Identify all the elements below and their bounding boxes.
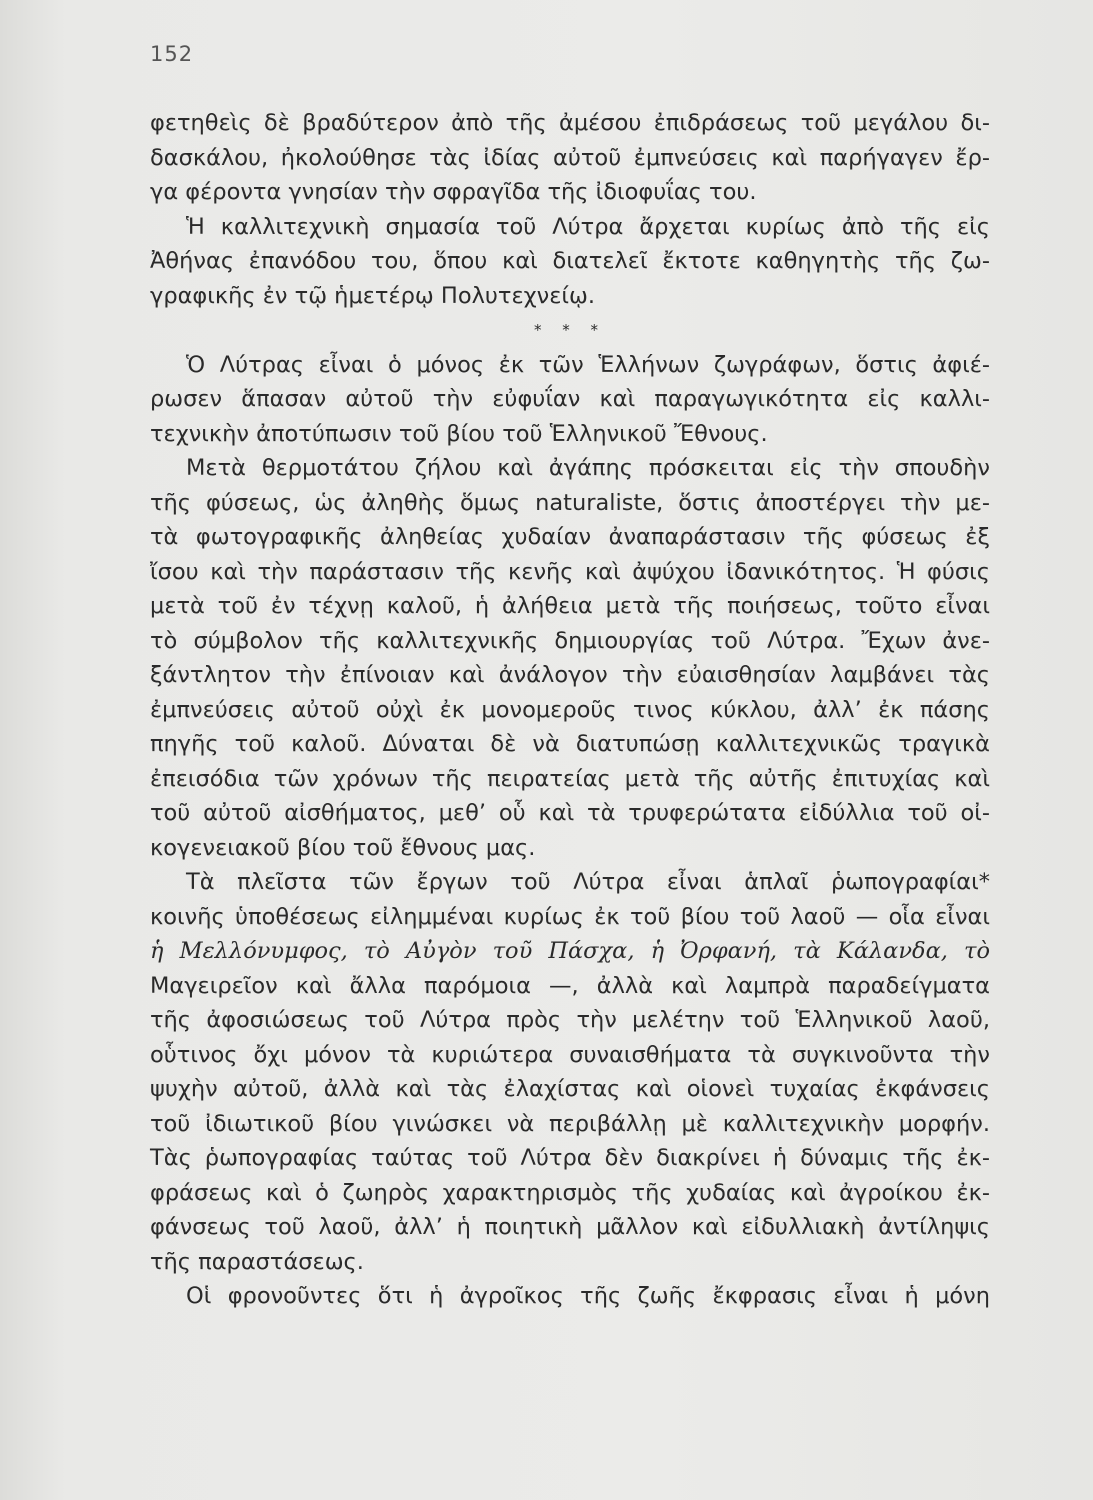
page-number: 152	[150, 42, 194, 66]
text-line: ξάντλητον τὴν ἐπίνοιαν καὶ ἀνάλογον τὴν εὐαισθησίαν λαμβάνει τὰς	[150, 662, 990, 688]
text-line: μετὰ τοῦ ἐν τέχνῃ καλοῦ, ἡ ἀλήθεια μετὰ τῆς ποιήσεως, τοῦτο εἶναι	[150, 593, 990, 619]
text-line: Ὁ Λύτρας εἶναι ὁ μόνος ἐκ τῶν Ἑλλήνων ζωγράφων, ὅστις ἀφιέ-	[186, 351, 990, 378]
text-line: τοῦ αὐτοῦ αἰσθήματος, μεθ’ οὗ καὶ τὰ τρυφερώτατα εἰδύλλια τοῦ οἰ-	[150, 800, 990, 826]
text-line: ἴσου καὶ τὴν παράστασιν τῆς κενῆς καὶ ἀψύχου ἰδανικότητος. Ἡ φύσις	[150, 558, 990, 585]
text-line: τῆς παραστάσεως.	[150, 1248, 364, 1275]
text-line: ἡ Μελλόνυμφος, τὸ Αὐγὸν τοῦ Πάσχα, ἡ Ὀρφανή, τὰ Κάλανδα, τὸ	[150, 938, 990, 964]
text-line: Ἡ καλλιτεχνικὴ σημασία τοῦ Λύτρα ἄρχεται κυρίως ἀπὸ τῆς εἰς	[186, 213, 990, 240]
text-line: οὗτινος ὄχι μόνον τὰ κυριώτερα συναισθήματα τὰ συγκινοῦντα τὴν	[150, 1041, 990, 1068]
text-line: τοῦ ἰδιωτικοῦ βίου γινώσκει νὰ περιβάλλῃ μὲ καλλιτεχνικὴν μορφήν.	[150, 1110, 990, 1137]
text-line: φετηθεὶς δὲ βραδύτερον ἀπὸ τῆς ἀμέσου ἐπιδράσεως τοῦ μεγάλου δι-	[150, 110, 990, 136]
body-text	[150, 106, 990, 1314]
text-line: τῆς ἀφοσιώσεως τοῦ Λύτρα πρὸς τὴν μελέτην τοῦ Ἑλληνικοῦ λαοῦ,	[150, 1007, 990, 1033]
text-line: ρωσεν ἅπασαν αὐτοῦ τὴν εὐφυΐαν καὶ παραγωγικότητα εἰς καλλι-	[150, 386, 990, 412]
text-line: τεχνικὴν ἀποτύπωσιν τοῦ βίου τοῦ Ἑλληνικοῦ Ἔθνους.	[150, 420, 768, 447]
text-line: Οἱ φρονοῦντες ὅτι ἡ ἀγροῖκος τῆς ζωῆς ἔκφρασις εἶναι ἡ μόνη	[186, 1283, 990, 1309]
text-line: φάνσεως τοῦ λαοῦ, ἀλλ’ ἡ ποιητικὴ μᾶλλον καὶ εἰδυλλιακὴ ἀντίληψις	[150, 1214, 990, 1240]
section-separator: * * *	[533, 321, 607, 339]
text-line: Μαγειρεῖον καὶ ἄλλα παρόμοια —, ἀλλὰ καὶ λαμπρὰ παραδείγματα	[150, 972, 990, 999]
text-line: κοινῆς ὑποθέσεως εἰλημμέναι κυρίως ἐκ τοῦ βίου τοῦ λαοῦ — οἷα εἶναι	[150, 903, 990, 930]
text-line: Τὰ πλεῖστα τῶν ἔργων τοῦ Λύτρα εἶναι ἁπλαῖ ῥωπογραφίαι*	[186, 869, 990, 895]
text-line: Ἀθήνας ἐπανόδου του, ὅπου καὶ διατελεῖ ἔκτοτε καθηγητὴς τῆς ζω-	[150, 248, 990, 274]
text-line: τὰ φωτογραφικῆς ἀληθείας χυδαίαν ἀναπαράστασιν τῆς φύσεως ἐξ	[150, 524, 990, 550]
text-line: τῆς φύσεως, ὡς ἀληθὴς ὅμως naturaliste, ὅστις ἀποστέργει τὴν με-	[150, 489, 990, 516]
text-line: πηγῆς τοῦ καλοῦ. Δύναται δὲ νὰ διατυπώσῃ καλλιτεχνικῶς τραγικὰ	[150, 731, 990, 757]
text-line: φράσεως καὶ ὁ ζωηρὸς χαρακτηρισμὸς τῆς χυδαίας καὶ ἀγροίκου ἐκ-	[150, 1179, 990, 1206]
text-line: κογενειακοῦ βίου τοῦ ἔθνους μας.	[150, 834, 536, 861]
text-line: ἐμπνεύσεις αὐτοῦ οὐχὶ ἐκ μονομεροῦς τινος κύκλου, ἀλλ’ ἐκ πάσης	[150, 696, 990, 723]
text-line: δασκάλου, ἠκολούθησε τὰς ἰδίας αὐτοῦ ἐμπνεύσεις καὶ παρήγαγεν ἔρ-	[150, 144, 990, 171]
text-line: τὸ σύμβολον τῆς καλλιτεχνικῆς δημιουργίας τοῦ Λύτρα. Ἔχων ἀνε-	[150, 627, 990, 654]
text-line: ἐπεισόδια τῶν χρόνων τῆς πειρατείας μετὰ τῆς αὐτῆς ἐπιτυχίας καὶ	[150, 765, 990, 792]
text-line: Μετὰ θερμοτάτου ζήλου καὶ ἀγάπης πρόσκειται εἰς τὴν σπουδὴν	[186, 455, 990, 481]
text-line: ψυχὴν αὐτοῦ, ἀλλὰ καὶ τὰς ἐλαχίστας καὶ οἱονεὶ τυχαίας ἐκφάνσεις	[150, 1076, 990, 1102]
text-line: γραφικῆς ἐν τῷ ἡμετέρῳ Πολυτεχνείῳ.	[150, 282, 595, 309]
text-line: Τὰς ῥωπογραφίας ταύτας τοῦ Λύτρα δὲν διακρίνει ἡ δύναμις τῆς ἐκ-	[150, 1145, 990, 1171]
text-line: γα φέροντα γνησίαν τὴν σφραγῖδα τῆς ἰδιοφυΐας του.	[150, 179, 757, 205]
